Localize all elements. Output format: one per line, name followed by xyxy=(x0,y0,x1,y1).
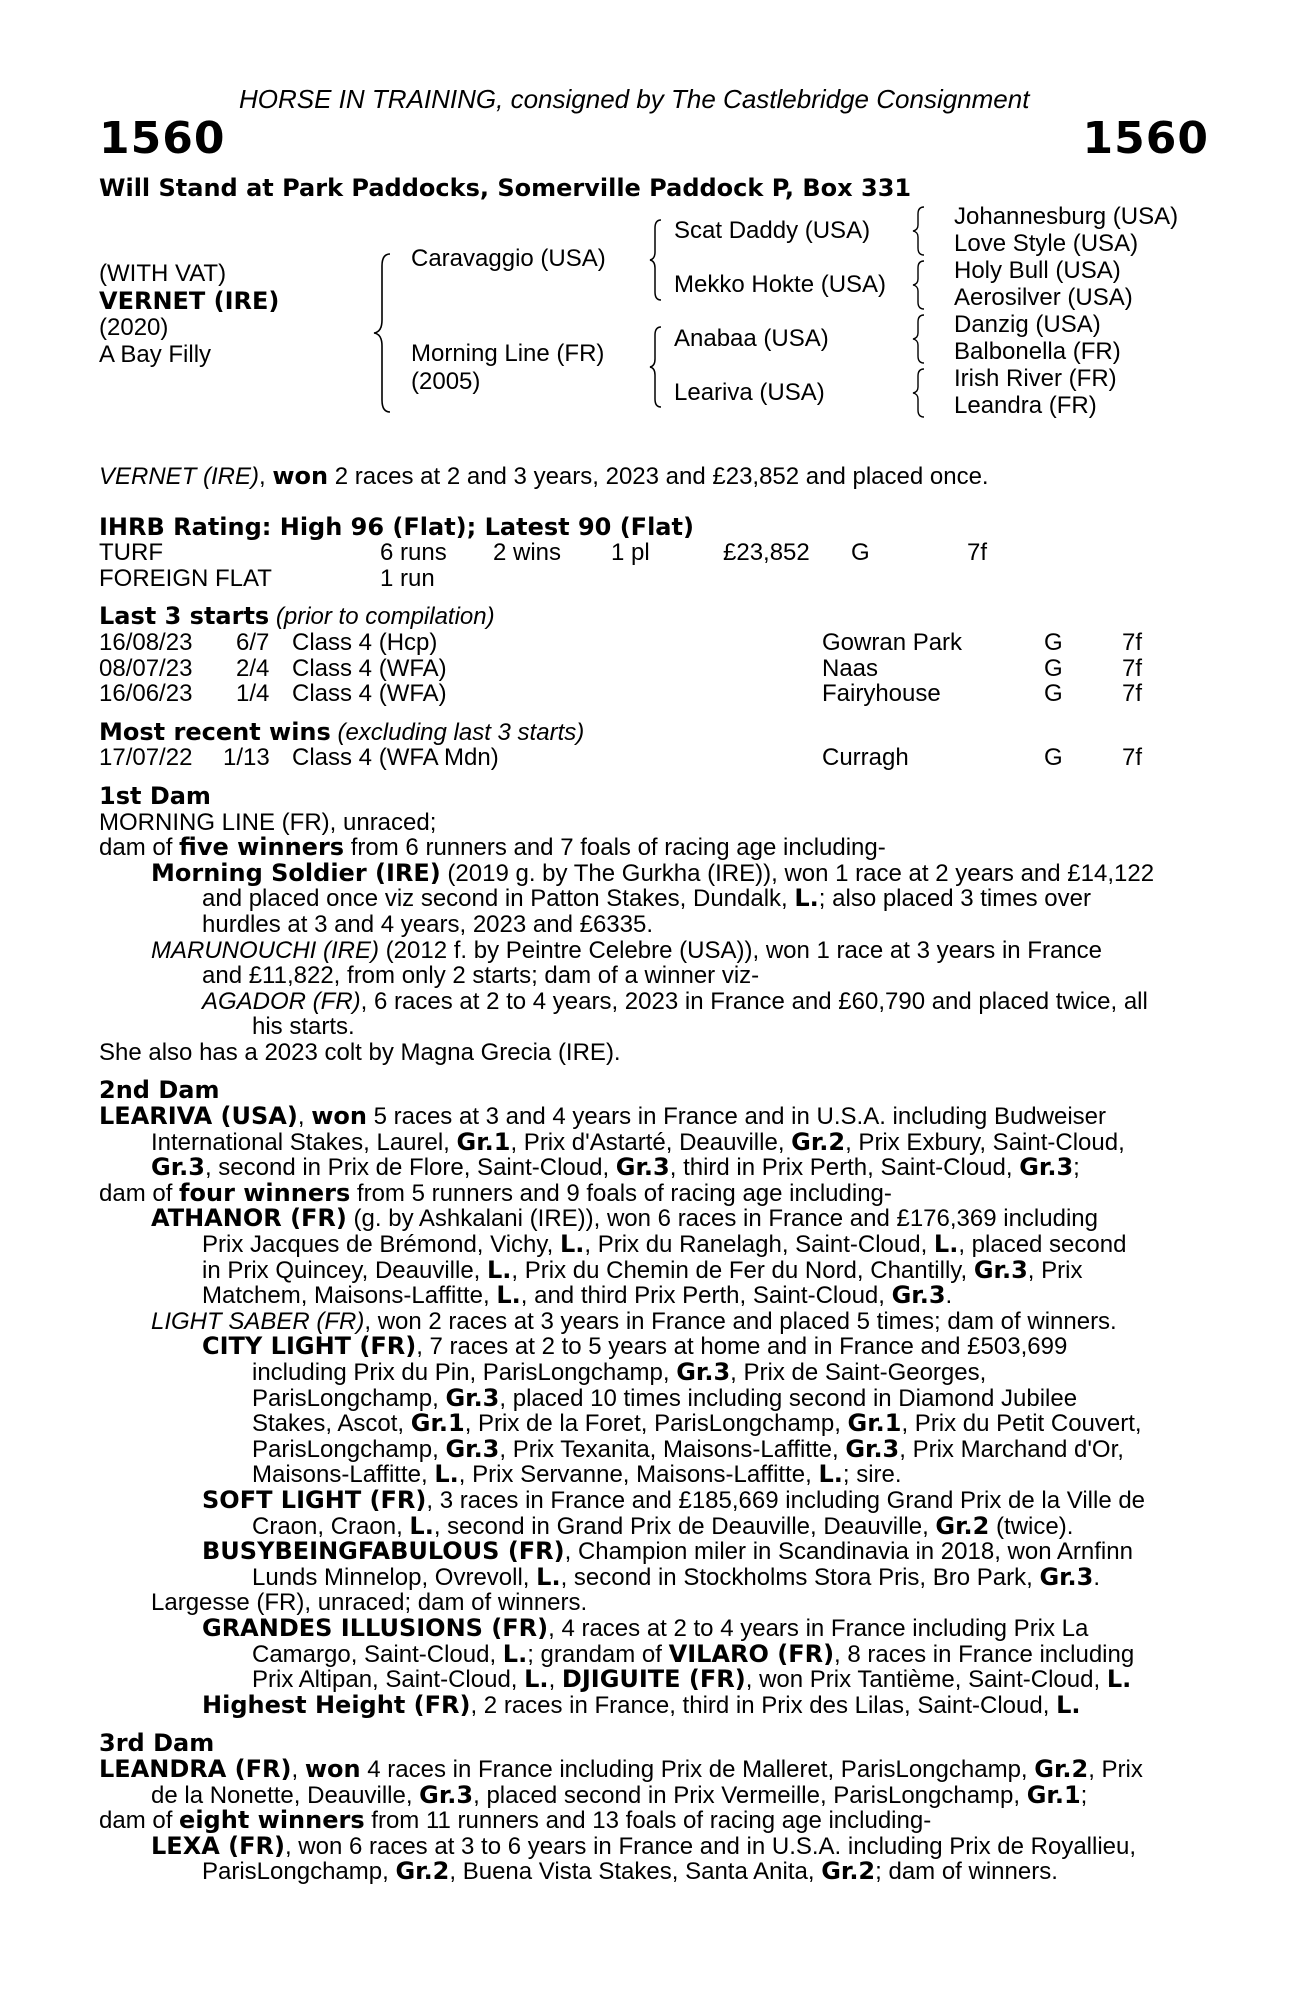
gen3-sdd: Aerosilver (USA) xyxy=(954,284,1133,311)
dam-sire: Anabaa (USA) xyxy=(674,325,829,352)
progeny-city-light: CITY LIGHT (FR), 7 races at 2 to 5 years at home and in France and £503,699 including Prix du Pin, ParisLongchamp, Gr.3, Prix de Saint-Georges, ParisLongchamp, Gr.3, placed 10 times including second in Diamond Jubilee Stakes, Ascot, Gr.1, Prix de la Foret, ParisLongchamp, Gr.1, Prix du Petit Couvert, ParisLongchamp, Gr.3, Prix Texanita, Maisons-Laffitte, Gr.3, Prix Marchand d'Or, Maisons-Laffitte, L., Prix Servanne, Maisons-Laffitte, L.; sire. xyxy=(202,1332,1142,1489)
gen3-ddd: Leandra (FR) xyxy=(954,392,1097,419)
race-row: 08/07/23 2/4 Class 4 (WFA) Naas G 7f xyxy=(99,654,1143,682)
first-dam-title: 1st Dam xyxy=(99,781,211,810)
third-dam-record: LEANDRA (FR), won 4 races in France including Prix de Malleret, ParisLongchamp, Gr.2, Prix xyxy=(99,1754,1143,1783)
lot-number-left: 1560 xyxy=(99,113,226,164)
lot-number-right: 1560 xyxy=(1082,113,1209,164)
dam-name: Morning Line (FR) xyxy=(411,340,605,367)
recent-wins-title: Most recent wins (excluding last 3 starts) xyxy=(99,717,585,746)
gen3-ssd: Love Style (USA) xyxy=(954,230,1139,257)
progeny-busybeingfabulous: BUSYBEINGFABULOUS (FR), Champion miler in Scandinavia in 2018, won Arnfinn Lunds Minnelop, Ovrevoll, L., second in Stockholms Stora Pris, Bro Park, Gr.3. xyxy=(202,1537,1133,1591)
horse-year: (2020) xyxy=(99,314,169,341)
progeny-highest-height: Highest Height (FR), 2 races in France, third in Prix des Lilas, Saint-Cloud, L. xyxy=(202,1690,1081,1719)
gen3-dds: Irish River (FR) xyxy=(954,365,1117,392)
pedigree-brace-7 xyxy=(911,367,927,419)
progeny-morning-soldier: Morning Soldier (IRE) (2019 g. by The Gurkha (IRE)), won 1 race at 2 years and £14,122 and placed once viz second in Patton Stakes, Dundalk, L.; also placed 3 times over hurdles at 3 and 4 years, 2023 and £6335. xyxy=(151,858,1155,938)
sire-sire: Scat Daddy (USA) xyxy=(674,217,871,244)
catalogue-page xyxy=(99,0,1209,2000)
horse-description: A Bay Filly xyxy=(99,341,212,368)
race-row: 16/08/23 6/7 Class 4 (Hcp) Gowran Park G 7f xyxy=(99,628,1143,656)
first-dam-also: She also has a 2023 colt by Magna Grecia (IRE). xyxy=(99,1038,621,1066)
rating-row: TURF 6 runs 2 wins 1 pl £23,852 G 7f xyxy=(99,539,988,567)
third-dam-title: 3rd Dam xyxy=(99,1729,215,1758)
dam-dam: Leariva (USA) xyxy=(674,379,825,406)
last3-title: Last 3 starts (prior to compilation) xyxy=(99,602,495,631)
progeny-agador: AGADOR (FR), 6 races at 2 to 4 years, 2023 in France and £60,790 and placed twice, all his starts. xyxy=(202,987,1148,1041)
pedigree-brace-6 xyxy=(911,313,927,365)
dam-year: (2005) xyxy=(411,368,481,395)
progeny-athanor: ATHANOR (FR) (g. by Ashkalani (IRE)), won 6 races in France and £176,369 including Prix Jacques de Brémond, Vichy, L., Prix du Ranelagh, Saint-Cloud, L., placed second in Prix Quincey, Deauville, L., Prix du Chemin de Fer du Nord, Chantilly, Gr.3, Prix Matchem, Maisons-Laffitte, L., and third Prix Perth, Saint-Cloud, Gr.3. xyxy=(151,1204,1127,1310)
gen3-dss: Danzig (USA) xyxy=(954,311,1101,338)
horse-name: VERNET (IRE) xyxy=(99,287,280,315)
pedigree-brace-5 xyxy=(911,259,927,311)
race-summary: VERNET (IRE), won 2 races at 2 and 3 years, 2023 and £23,852 and placed once. xyxy=(99,462,989,490)
stabling-line: Will Stand at Park Paddocks, Somerville Paddock P, Box 331 xyxy=(99,174,912,202)
sire-dam: Mekko Hokte (USA) xyxy=(674,271,887,298)
consignor-line: HORSE IN TRAINING, consigned by The Castlebridge Consignment xyxy=(239,84,1030,114)
progeny-largesse: Largesse (FR), unraced; dam of winners. xyxy=(151,1589,588,1617)
first-dam-line: MORNING LINE (FR), unraced; xyxy=(99,808,437,836)
rating-row: FOREIGN FLAT 1 run xyxy=(99,564,435,592)
gen3-dsd: Balbonella (FR) xyxy=(954,338,1121,365)
progeny-soft-light: SOFT LIGHT (FR), 3 races in France and £185,669 including Grand Prix de la Ville de Craon, Craon, L., second in Grand Prix de Deauville, Deauville, Gr.2 (twice). xyxy=(202,1485,1146,1540)
sire-name: Caravaggio (USA) xyxy=(411,245,606,272)
race-row: 17/07/22 1/13 Class 4 (WFA Mdn) Curragh G 7f xyxy=(99,744,1143,772)
third-dam-produce: dam of eight winners from 11 runners and 13 foals of racing age including- xyxy=(99,1806,932,1835)
pedigree-brace-1 xyxy=(372,252,394,414)
gen3-sds: Holy Bull (USA) xyxy=(954,257,1121,284)
catalogue-body: VERNET (IRE), won 2 races at 2 and 3 years, 2023 and £23,852 and placed once. IHRB Rating: High 96 (Flat); Latest 90 (Flat) TURF 6 runs 2 wins 1 pl £23,852 G 7f FOREIGN FLAT 1 run Last 3 starts (prior to compilation) 16/08/23 6/7 Class 4 (Hcp) Gowran Park G 7f 08/07/23 2/4 Class 4 (WFA) Naas G 7f 16/06/23 1/4 Class 4 (WFA) Fairyhouse G 7f Most recent wins (excluding last 3 starts) 17/07/22 1/13 Class 4 (WFA Mdn) Curragh G 7f 1st Dam MORNING LINE (FR), unraced; dam of five winners from 6 runners and 7 foals of racing age including- Morning Soldier (IRE) (2019 g. by The Gurkha (IRE)), won 1 race at 2 years and £14,122 and placed once viz second in Patton Stakes, Dundalk, L.; also placed 3 times over hurdles at 3 and 4 years, 2023 and £6335. MARUNOUCHI (IRE) (2012 f. by Peintre Celebre (USA)), won 1 race at 3 years in France and £11,822, from only 2 starts; dam of a winner viz- AGADOR (FR), 6 races at 2 to 4 years, 2023 in France and £60,790 and placed twice, all his starts. She also has a 2023 colt by Magna Grecia (IRE). 2nd Dam LEARIVA (USA), won 5 races at 3 and 4 years in France and in U.S.A. including Budweiser International Stakes, Laurel, Gr.1, Prix d'Astarté, Deauville, Gr.2, Prix Exbury, Saint-Cloud, Gr.3, second in Prix de Flore, Saint-Cloud, Gr.3, third in Prix Perth, Saint-Cloud, Gr.3; dam of four winners from 5 runners and 9 foals of racing age including- ATHANOR (FR) (g. by Ashkalani (IRE)), won 6 races in France and £176,369 including Prix Jacques de Brémond, Vichy, L., Prix du Ranelagh, Saint-Cloud, L., placed second in Prix Quincey, Deauville, L., Prix du Chemin de Fer du Nord, Chantilly, Gr.3, Prix Matchem, Maisons-Laffitte, L., and third Prix Perth, Saint-Cloud, Gr.3. LIGHT SABER (FR), won 2 races at 3 years in France and placed 5 times; dam of winners. CITY LIGHT (FR), 7 races at 2 to 5 years at home and in France and £503,699 including Prix du Pin, ParisLongchamp, Gr.3, Prix de Saint-Georges, ParisLongchamp, Gr.3, placed 10 times including second in Diamond Jubilee Stakes, Ascot, Gr.1, Prix de la Foret, ParisLongchamp, Gr.1, Prix du Petit Couvert, ParisLongchamp, Gr.3, Prix Texanita, Maisons-Laffitte, Gr.3, Prix Marchand d'Or, Maisons-Laffitte, L., Prix Servanne, Maisons-Laffitte, L.; sire. SOFT LIGHT (FR), 3 races in France and £185,669 including Grand Prix de la Ville de Craon, Craon, L., second in Grand Prix de Deauville, Deauville, Gr.2 (twice). BUSYBEINGFABULOUS (FR), Champion miler in Scandinavia in 2018, won Arnfinn Lunds Minnelop, Ovrevoll, L., second in Stockholms Stora Pris, Bro Park, Gr.3. Largesse (FR), unraced; dam of winners. GRANDES ILLUSIONS (FR), 4 races at 2 to 4 years in France including Prix La Camargo, Saint-Cloud, L.; grandam of VILARO (FR), 8 races in France including Prix Altipan, Saint-Cloud, L., DJIGUITE (FR), won Prix Tantième, Saint-Cloud, L. Highest Height (FR), 2 races in France, third in Prix des Lilas, Saint-Cloud, L. 3rd Dam LEANDRA (FR), won 4 races in France including Prix de Malleret, ParisLongchamp, Gr.2, Prix de la Nonette, Deauville, Gr.3, placed second in Prix Vermeille, ParisLongchamp, Gr.1; dam of eight winners from 11 runners and 13 foals of racing age including- LEXA (FR), won 6 races at 3 to 6 years in France and in U.S.A. including Prix de Royallieu, ParisLongchamp, Gr.2, Buena Vista Stakes, Santa Anita, Gr.2; dam of winners. xyxy=(99,464,1209,1885)
progeny-grandes-illusions: GRANDES ILLUSIONS (FR), 4 races at 2 to 4 years in France including Prix La Camargo, Saint-Cloud, L.; grandam of VILARO (FR), 8 races in France including Prix Altipan, Saint-Cloud, L., DJIGUITE (FR), won Prix Tantième, Saint-Cloud, L. xyxy=(202,1613,1135,1694)
vat-note: (WITH VAT) xyxy=(99,260,227,287)
pedigree-brace-3 xyxy=(648,325,664,409)
gen3-sss: Johannesburg (USA) xyxy=(954,203,1179,230)
rating-title: IHRB Rating: High 96 (Flat); Latest 90 (Flat) xyxy=(99,512,694,541)
progeny-lexa: LEXA (FR), won 6 races at 3 to 6 years in France and in U.S.A. including Prix de Royallieu, ParisLongchamp, Gr.2, Buena Vista Stakes, Santa Anita, Gr.2; dam of winners. xyxy=(151,1831,1137,1886)
first-dam-produce: dam of five winners from 6 runners and 7 foals of racing age including- xyxy=(99,833,886,862)
pedigree-brace-4 xyxy=(911,205,927,257)
race-row: 16/06/23 1/4 Class 4 (WFA) Fairyhouse G 7f xyxy=(99,680,1143,708)
pedigree-brace-2 xyxy=(648,218,664,302)
second-dam-title: 2nd Dam xyxy=(99,1076,220,1105)
second-dam-record: LEARIVA (USA), won 5 races at 3 and 4 years in France and in U.S.A. including Budweiser xyxy=(99,1102,1107,1131)
progeny-light-saber: LIGHT SABER (FR), won 2 races at 3 years in France and placed 5 times; dam of winners. xyxy=(151,1307,1117,1335)
second-dam-produce: dam of four winners from 5 runners and 9 foals of racing age including- xyxy=(99,1178,892,1207)
progeny-marunouchi: MARUNOUCHI (IRE) (2012 f. by Peintre Celebre (USA)), won 1 race at 3 years in France and £11,822, from only 2 starts; dam of a winner viz- xyxy=(151,936,1102,990)
